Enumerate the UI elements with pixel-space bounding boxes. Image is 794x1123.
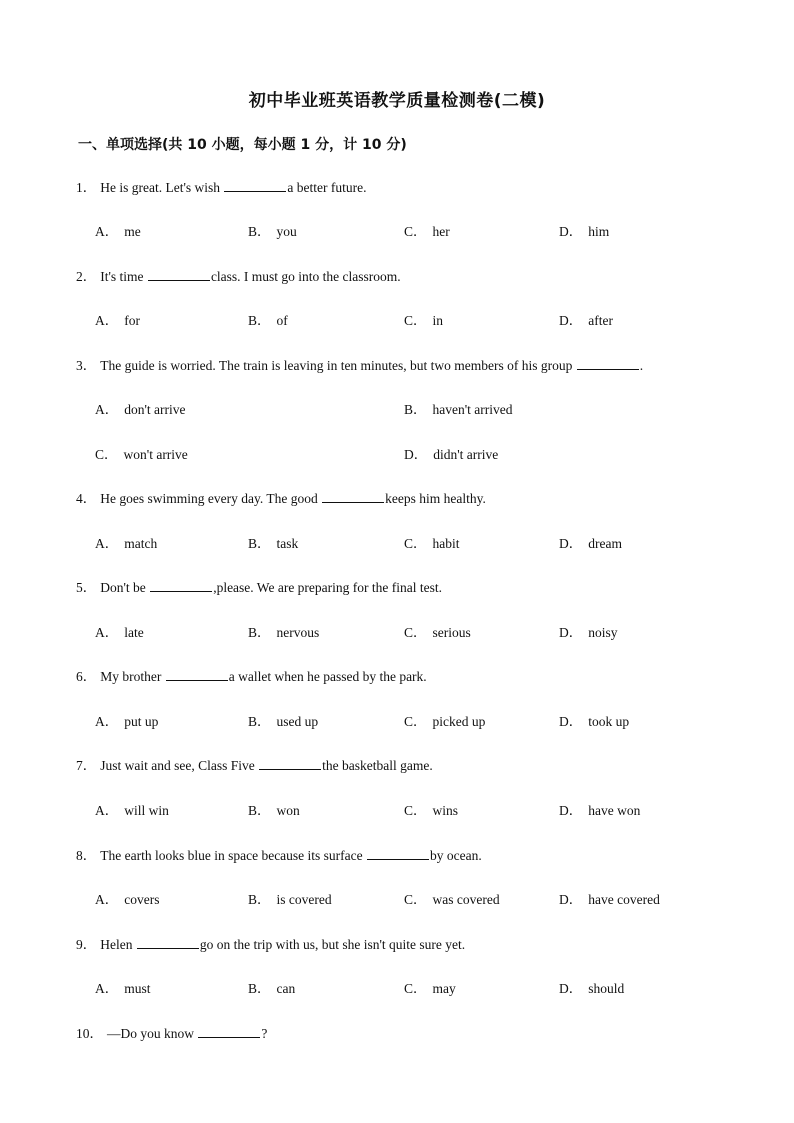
options-row-3a xyxy=(0,398,794,418)
question-number: 4． xyxy=(76,491,97,506)
option-a: A． match xyxy=(95,536,158,551)
question-text-after: the basketball game. xyxy=(322,758,433,773)
question-text-after: go on the trip with us, but she isn't quite sure yet. xyxy=(199,937,466,952)
answer-blank xyxy=(150,579,212,592)
answer-blank xyxy=(259,757,321,770)
question-text-before: The earth looks blue in space because its surface xyxy=(100,848,367,863)
question-6 xyxy=(76,665,427,685)
option-a: A． don't arrive xyxy=(95,402,186,417)
question-text-before: He goes swimming every day. The good xyxy=(100,491,322,506)
options-row-1 xyxy=(0,220,794,240)
options-row-9 xyxy=(0,977,794,997)
answer-blank xyxy=(577,357,639,370)
option-b: B． won xyxy=(248,803,300,818)
section-heading: 一、单项选择(共 10 小题，每小题 1 分，计 10 分) xyxy=(78,137,407,153)
option-d: D． have won xyxy=(559,803,641,818)
option-c: C． wins xyxy=(404,803,459,818)
option-d: D． him xyxy=(559,224,610,239)
question-9 xyxy=(76,933,465,953)
options-row-2 xyxy=(0,309,794,329)
question-text-after: by ocean. xyxy=(430,848,482,863)
question-text-before: Just wait and see, Class Five xyxy=(100,758,259,773)
answer-blank xyxy=(224,179,286,192)
option-c: C． habit xyxy=(404,536,460,551)
question-5 xyxy=(76,576,442,596)
option-b: B． of xyxy=(248,313,288,328)
option-a: A． put up xyxy=(95,714,159,729)
option-c: C． picked up xyxy=(404,714,486,729)
answer-blank xyxy=(367,847,429,860)
answer-blank xyxy=(137,936,199,949)
question-1 xyxy=(76,176,367,196)
question-text-after: a better future. xyxy=(287,180,367,195)
option-d: D． should xyxy=(559,981,625,996)
option-a: A． late xyxy=(95,625,144,640)
option-a: A． for xyxy=(95,313,140,328)
question-text-before: Helen xyxy=(100,937,136,952)
question-10 xyxy=(76,1022,267,1042)
option-d: D． after xyxy=(559,313,613,328)
option-d: D． have covered xyxy=(559,892,660,907)
question-8 xyxy=(76,844,482,864)
option-b: B． task xyxy=(248,536,299,551)
options-row-8 xyxy=(0,888,794,908)
option-c: C． may xyxy=(404,981,456,996)
question-7 xyxy=(76,754,433,774)
option-b: B． nervous xyxy=(248,625,320,640)
option-d: D． didn't arrive xyxy=(404,447,499,462)
option-b: B． is covered xyxy=(248,892,332,907)
question-number: 6． xyxy=(76,669,97,684)
options-row-3b xyxy=(0,443,794,463)
question-number: 3． xyxy=(76,358,97,373)
question-number: 9． xyxy=(76,937,97,952)
option-d: D． noisy xyxy=(559,625,618,640)
question-text-after: class. I must go into the classroom. xyxy=(210,269,401,284)
answer-blank xyxy=(148,268,210,281)
question-2 xyxy=(76,265,401,285)
question-text-after: a wallet when he passed by the park. xyxy=(228,669,427,684)
answer-blank xyxy=(198,1025,260,1038)
option-c: C． was covered xyxy=(404,892,500,907)
options-row-6 xyxy=(0,710,794,730)
option-c: C． her xyxy=(404,224,450,239)
options-row-7 xyxy=(0,799,794,819)
question-number: 10． xyxy=(76,1026,103,1041)
question-number: 2． xyxy=(76,269,97,284)
answer-blank xyxy=(322,490,384,503)
question-3 xyxy=(76,354,643,374)
option-d: D． dream xyxy=(559,536,622,551)
option-c: C． won't arrive xyxy=(95,447,188,462)
question-text-before: —Do you know xyxy=(107,1026,198,1041)
question-text-before: My brother xyxy=(100,669,165,684)
question-text-before: It's time xyxy=(100,269,147,284)
question-number: 1． xyxy=(76,180,97,195)
option-a: A． me xyxy=(95,224,141,239)
options-row-5 xyxy=(0,621,794,641)
option-c: C． in xyxy=(404,313,444,328)
question-text-after: . xyxy=(639,358,644,373)
options-row-4 xyxy=(0,532,794,552)
option-c: C． serious xyxy=(404,625,471,640)
option-b: B． used up xyxy=(248,714,319,729)
option-a: A． must xyxy=(95,981,151,996)
question-text-before: The guide is worried. The train is leaving in ten minutes, but two members of his group xyxy=(100,358,576,373)
option-a: A． covers xyxy=(95,892,160,907)
question-text-before: Don't be xyxy=(100,580,150,595)
question-number: 7． xyxy=(76,758,97,773)
page-title: 初中毕业班英语教学质量检测卷(二模) xyxy=(248,91,546,111)
option-b: B． you xyxy=(248,224,297,239)
option-b: B． haven't arrived xyxy=(404,402,513,417)
question-number: 8． xyxy=(76,848,97,863)
question-text-before: He is great. Let's wish xyxy=(100,180,224,195)
question-text-after: keeps him healthy. xyxy=(385,491,486,506)
answer-blank xyxy=(166,668,228,681)
option-d: D． took up xyxy=(559,714,630,729)
option-b: B． can xyxy=(248,981,296,996)
question-number: 5． xyxy=(76,580,97,595)
question-text-after: ,please. We are preparing for the final test. xyxy=(213,580,443,595)
question-4 xyxy=(76,487,486,507)
question-text-after: ? xyxy=(261,1026,268,1041)
option-a: A． will win xyxy=(95,803,169,818)
